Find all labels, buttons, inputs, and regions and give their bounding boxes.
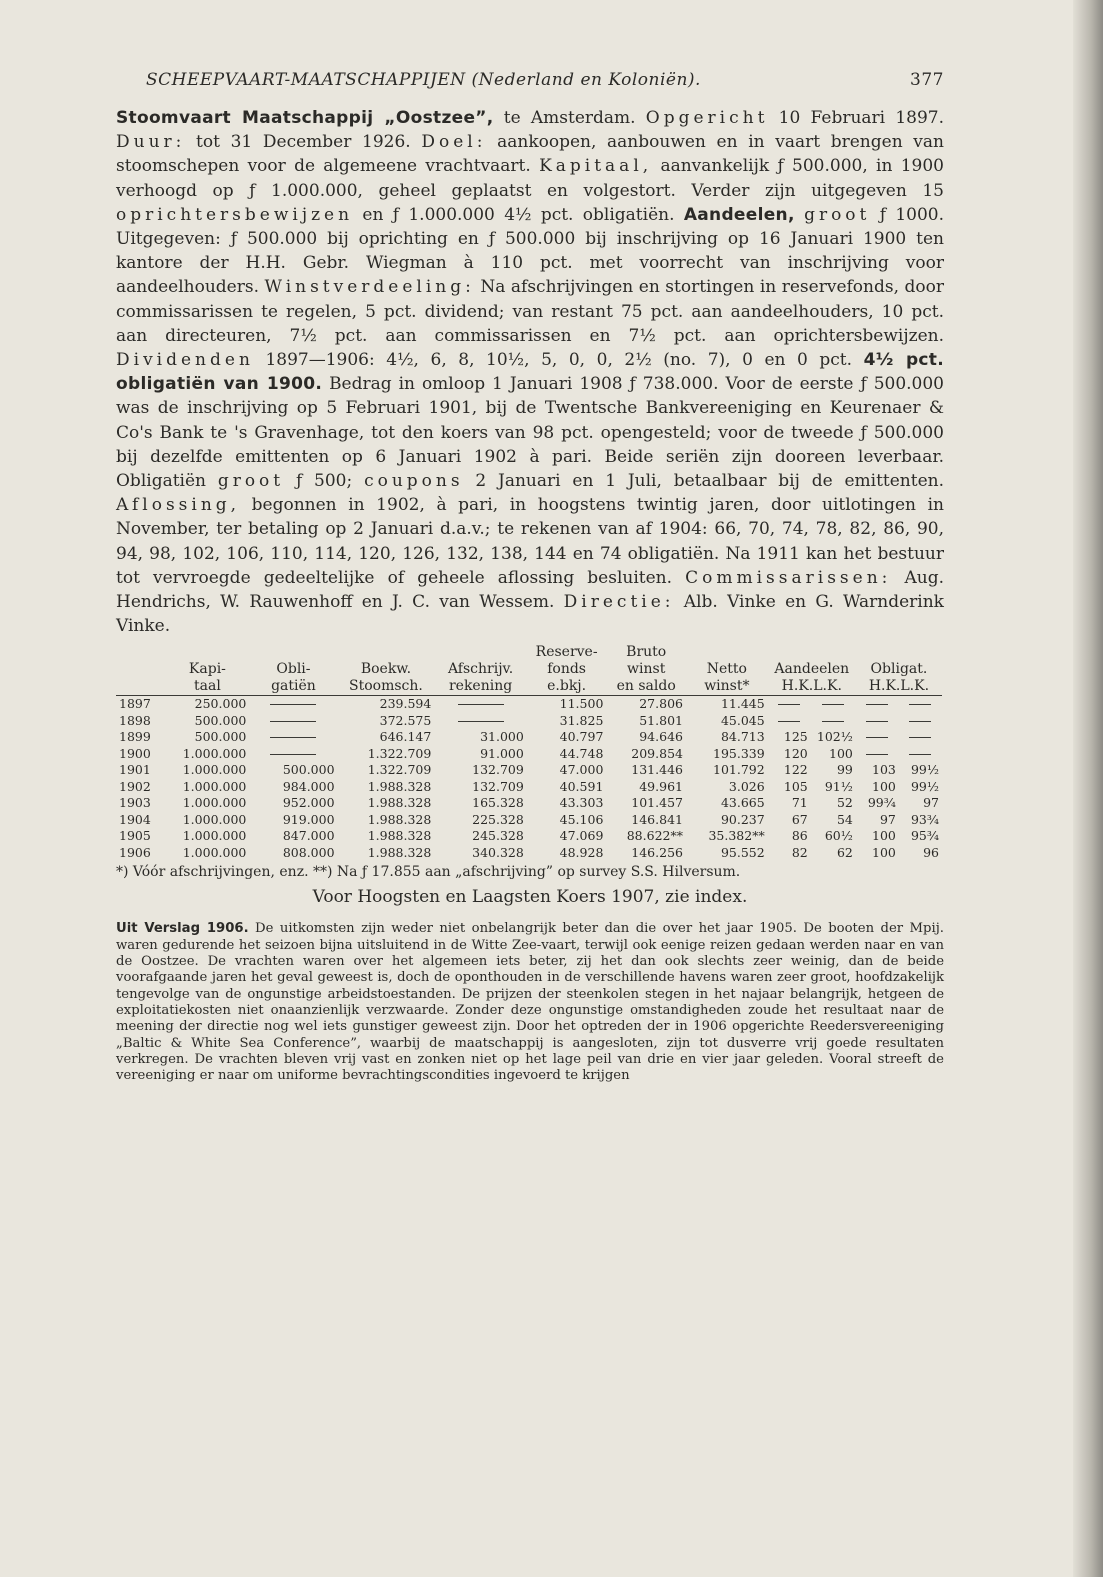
keyword-opgericht: Opgericht <box>645 108 769 128</box>
empty-dash <box>822 721 844 722</box>
table-cell-aand-l: 91½ <box>824 778 853 794</box>
table-cell-obligatien: 984.000 <box>282 778 335 794</box>
table-cell-aand-l: 102½ <box>816 729 853 745</box>
header-bruto-top: Bruto <box>626 644 667 661</box>
table-cell-reserve: 45.106 <box>559 811 604 827</box>
annual-report-excerpt <box>116 921 944 1084</box>
table-cell-obl-l: 96 <box>923 844 939 860</box>
table-cell-netto: 95.552 <box>720 844 765 860</box>
table-cell-afschrijving: 245.328 <box>472 828 524 844</box>
table-cell-year: 1905 <box>119 828 151 844</box>
table-cell-obl-h <box>856 713 899 730</box>
table-row <box>116 696 942 713</box>
table-cell-afschrijving: 31.000 <box>480 729 524 745</box>
table-cell-afschrijving: 225.328 <box>472 811 524 827</box>
table-cell-obligatien: 500.000 <box>282 762 335 778</box>
table-cell-bruto: 131.446 <box>631 762 683 778</box>
financial-table-body <box>116 696 942 862</box>
table-cell-boekwaarde: 372.575 <box>379 712 432 728</box>
keyword-dividenden: Dividenden <box>116 350 254 371</box>
table-cell-aand-h: 71 <box>791 795 808 811</box>
keyword-groot-obligatien: groot <box>217 471 285 492</box>
header-afschrijving: Afschrijv. <box>447 661 514 678</box>
table-cell-reserve: 47.069 <box>559 828 604 844</box>
header-obligat-hkl: H.K.L.K. <box>856 678 942 696</box>
table-cell-netto: 43.665 <box>720 795 765 811</box>
table-cell-boekwaarde: 1.322.709 <box>367 745 432 761</box>
table-cell-kapitaal: 1.000.000 <box>182 828 247 844</box>
table-cell-kapitaal: 500.000 <box>194 729 247 745</box>
table-cell-aand-l: 99 <box>836 762 853 778</box>
table-cell-netto: 3.026 <box>728 778 765 794</box>
table-cell-boekwaarde: 1.988.328 <box>367 828 432 844</box>
table-row <box>116 762 942 779</box>
table-cell-netto: 11.445 <box>720 696 765 712</box>
empty-dash <box>866 754 888 755</box>
table-cell-reserve: 44.748 <box>559 745 604 761</box>
table-row <box>116 795 942 812</box>
table-cell-year: 1902 <box>119 778 151 794</box>
table-cell-bruto: 49.961 <box>639 778 683 794</box>
header-reserve-top: Reserve- <box>535 644 598 661</box>
table-cell-boekwaarde: 1.988.328 <box>367 795 432 811</box>
index-note: Voor Hoogsten en Laagsten Koers 1907, zie index. <box>312 887 748 908</box>
header-winst: winst <box>627 661 666 678</box>
table-cell-aand-l: 54 <box>836 811 853 827</box>
table-cell-afschrijving <box>434 713 526 730</box>
table-cell-aand-l: 100 <box>829 745 853 761</box>
report-text: De uitkomsten zijn weder niet onbelangrijk beter dan die over het jaar 1905. De booten der Mpij. waren gedurende het seizoen bijna uitsluitend in de Witte Zee-vaart, terwijl ook eenige reizen gedaan werden naar en van de Oostzee. De vrachten waren over het algemeen iets beter, zij het dan ook slechts zeer weinig, dan de beide voorafgaande jaren het geval geweest is, doch de oponthouden in de verschillende havens waren zeer groot, hoofdzakelijk tengevolge van de ongunstige arbeidstoestanden. De prijzen der steenkolen stegen in het najaar belangrijk, hetgeen de exploitatiekosten niet onaanzienlijk verzwaarde. Zonder deze ongunstige omstandigheden zoude het resultaat naar de meening der directie nog wel iets gunstiger geweest zijn. Door het optreden der in 1906 opgerichte Reedersvereeniging „Baltic & White Sea Conference”, waarbij de maatschappij is aangesloten, zijn tot dusverre vrij goede resultaten verkregen. De vrachten bleven vrij vast en zonken niet op het lage peil van drie en vier jaar geleden. Vooral streeft de vereeniging er naar om uniforme bevrachtingscondities ingevoerd te krijgen <box>116 921 944 1084</box>
header-boekwaarde: Boekw. <box>360 661 412 678</box>
table-cell-reserve: 43.303 <box>559 795 604 811</box>
empty-dash <box>458 721 504 722</box>
table-cell-obl-l: 93¾ <box>910 811 939 827</box>
table-row <box>116 845 942 862</box>
table-cell-afschrijving: 165.328 <box>472 795 524 811</box>
table-cell-obligatien: 847.000 <box>282 828 335 844</box>
table-cell-boekwaarde: 1.988.328 <box>367 778 432 794</box>
table-cell-kapitaal: 1.000.000 <box>182 762 247 778</box>
table-cell-obl-l <box>899 746 942 763</box>
table-cell-afschrijving <box>434 696 526 713</box>
header-kapitaal: Kapi- <box>188 661 226 678</box>
table-cell-bruto: 94.646 <box>639 729 683 745</box>
table-cell-year: 1900 <box>119 745 151 761</box>
table-cell-netto: 195.339 <box>713 745 765 761</box>
table-cell-aand-h <box>768 696 811 713</box>
table-cell-afschrijving: 132.709 <box>472 762 524 778</box>
empty-dash <box>866 737 888 738</box>
empty-dash <box>866 721 888 722</box>
financial-table <box>116 644 942 861</box>
table-cell-netto: 84.713 <box>720 729 765 745</box>
table-cell-obl-h: 103 <box>872 762 896 778</box>
table-cell-kapitaal: 1.000.000 <box>182 745 247 761</box>
table-cell-obl-h: 100 <box>872 828 896 844</box>
header-boekwaarde-2: Stoomsch. <box>338 678 435 696</box>
table-cell-aand-l <box>811 696 856 713</box>
table-cell-obligatien <box>249 746 337 763</box>
table-row <box>116 729 942 746</box>
table-cell-obligatien: 808.000 <box>282 844 335 860</box>
table-cell-year: 1899 <box>119 729 151 745</box>
table-cell-obl-l <box>899 729 942 746</box>
table-row <box>116 713 942 730</box>
table-row <box>116 828 942 845</box>
header-obligat: Obligat. <box>870 661 928 678</box>
table-cell-aand-h <box>768 713 811 730</box>
table-cell-obl-h: 100 <box>872 778 896 794</box>
table-cell-obl-h: 99¾ <box>867 795 896 811</box>
table-cell-netto: 101.792 <box>713 762 765 778</box>
header-fonds: fonds <box>547 661 586 678</box>
table-cell-reserve: 40.591 <box>559 778 604 794</box>
empty-dash <box>909 721 931 722</box>
empty-dash <box>270 721 316 722</box>
keyword-aandeelen: Aandeelen, <box>683 204 795 225</box>
table-row <box>116 812 942 829</box>
keyword-oprichtersbewijzen: oprichtersbewijzen <box>116 204 354 225</box>
table-cell-aand-h: 122 <box>783 762 808 778</box>
keyword-commissarissen: Commissarissen: <box>685 567 892 588</box>
header-obligatien-2: gatiën <box>249 678 337 696</box>
table-cell-bruto: 51.801 <box>639 712 683 728</box>
table-cell-netto: 90.237 <box>720 811 765 827</box>
table-cell-kapitaal: 1.000.000 <box>182 844 247 860</box>
table-cell-aand-h: 105 <box>783 778 808 794</box>
empty-dash <box>270 704 316 705</box>
table-cell-year: 1897 <box>119 696 151 712</box>
table-cell-year: 1906 <box>119 844 151 860</box>
keyword-aflossing: Aflossing, <box>116 495 241 516</box>
document-page <box>116 70 944 1084</box>
header-kapitaal-2: taal <box>165 678 249 696</box>
table-cell-obl-h: 100 <box>872 844 896 860</box>
table-cell-year: 1903 <box>119 795 151 811</box>
table-cell-year: 1901 <box>119 762 151 778</box>
header-afschrijving-2: rekening <box>434 678 526 696</box>
table-cell-reserve: 11.500 <box>559 696 604 712</box>
empty-dash <box>778 704 800 705</box>
keyword-obligatien: 4½ pct. obligatiën van 1900. <box>116 350 944 395</box>
table-cell-kapitaal: 500.000 <box>194 712 247 728</box>
empty-dash <box>458 704 504 705</box>
table-cell-obl-h <box>856 729 899 746</box>
table-cell-bruto: 146.841 <box>631 811 683 827</box>
table-cell-obl-l: 95¾ <box>910 828 939 844</box>
table-cell-obl-h <box>856 696 899 713</box>
scan-page-edge <box>1073 0 1103 1577</box>
table-cell-obl-l: 97 <box>923 795 939 811</box>
empty-dash <box>270 754 316 755</box>
empty-dash <box>909 754 931 755</box>
table-cell-aand-l: 52 <box>836 795 853 811</box>
company-name: Stoomvaart Maatschappij „Oostzee”, <box>116 108 494 128</box>
header-aandeelen-hkl: H.K.L.K. <box>768 678 856 696</box>
table-cell-afschrijving: 91.000 <box>480 745 524 761</box>
keyword-duur: Duur: <box>116 132 186 153</box>
table-cell-year: 1898 <box>119 712 151 728</box>
table-cell-aand-l: 62 <box>836 844 853 860</box>
table-cell-aand-h: 82 <box>791 844 808 860</box>
header-aandeelen: Aandeelen <box>774 661 850 678</box>
table-cell-netto: 45.045 <box>720 712 765 728</box>
table-cell-obligatien <box>249 713 337 730</box>
empty-dash <box>909 737 931 738</box>
table-cell-kapitaal: 1.000.000 <box>182 811 247 827</box>
running-header-title: SCHEEPVAART-MAATSCHAPPIJEN (Nederland en Koloniën). <box>146 70 701 90</box>
table-cell-aand-l <box>811 713 856 730</box>
keyword-groot: groot <box>804 204 871 225</box>
table-cell-bruto: 101.457 <box>631 795 683 811</box>
table-cell-reserve: 47.000 <box>559 762 604 778</box>
keyword-kapitaal: Kapitaal, <box>539 156 653 177</box>
table-cell-bruto: 146.256 <box>631 844 683 860</box>
table-cell-aand-l: 60½ <box>824 828 853 844</box>
table-cell-boekwaarde: 239.594 <box>379 696 432 712</box>
empty-dash <box>822 704 844 705</box>
table-cell-year: 1904 <box>119 811 151 827</box>
header-winst-2: en saldo <box>606 678 686 696</box>
table-cell-aand-h: 120 <box>783 745 808 761</box>
keyword-coupons: coupons <box>364 471 464 492</box>
table-row <box>116 779 942 796</box>
table-cell-aand-h: 67 <box>791 811 808 827</box>
table-cell-boekwaarde: 1.322.709 <box>367 762 432 778</box>
company-entry: Stoomvaart Maatschappij „Oostzee”, te Amsterdam. Opgericht 10 Februari 1897. Duur: tot 31 December 1926. Doel: aankoopen, aanbouwen en in vaart brengen van stoomschepen voor de algemeene vrachtvaart. Kapitaal, aanvankelijk ƒ 500.000, in 1900 verhoogd op ƒ 1.000.000, geheel geplaatst en volgestort. Verder zijn uitgegeven 15 oprichtersbewijzen en ƒ 1.000.000 4½ pct. obligatiën. Aandeelen, groot ƒ 1000. Uitgegeven: ƒ 500.000 bij oprichting en ƒ 500.000 bij inschrijving op 16 Januari 1900 ten kantore der H.H. Gebr. Wiegman à 110 pct. met voorrecht van inschrijving voor aandeelhouders. Winstverdeeling: Na afschrijvingen en stortingen in reservefonds, door commissarissen te regelen, 5 pct. dividend; van restant 75 pct. aan aandeelhouders, 10 pct. aan directeuren, 7½ pct. aan commissarissen en 7½ pct. aan oprichtersbewijzen. Dividenden 1897—1906: 4½, 6, 8, 10½, 5, 0, 0, 2½ (no. 7), 0 en 0 pct. 4½ pct. obligatiën van 1900. Bedrag in omloop 1 Januari 1908 ƒ 738.000. Voor de eerste ƒ 500.000 was de inschrijving op 5 Februari 1901, bij de Twentsche Bankvereeniging en Keurenaer & Co's Bank te 's Gravenhage, tot den koers van 98 pct. opengesteld; voor de tweede ƒ 500.000 bij dezelfde emittenten op 6 Januari 1902 à pari. Beide seriën zijn dooreen leverbaar. Obligatiën groot ƒ 500; coupons 2 Januari en 1 Juli, betaalbaar bij de emittenten. Aflossing, begonnen in 1902, à pari, in hoogstens twintig jaren, door uitlotingen in November, ter betaling op 2 Januari d.a.v.; te rekenen van af 1904: 66, 70, 74, 78, 82, 86, 90, 94, 98, 102, 106, 110, 114, 120, 126, 132, 138, 144 en 74 obligatiën. Na 1911 kan het bestuur tot vervroegde gedeeltelijke of geheele aflossing besluiten. Commissarissen: Aug. Hendrichs, W. Rauwenhoff en J. C. van Wessem. Directie: Alb. Vinke en G. Warnderink Vinke. <box>116 108 944 637</box>
table-cell-obligatien: 952.000 <box>282 795 335 811</box>
running-header <box>116 70 944 90</box>
table-cell-obl-h: 97 <box>879 811 896 827</box>
table-cell-kapitaal: 1.000.000 <box>182 795 247 811</box>
table-cell-netto: 35.382** <box>708 828 765 844</box>
table-cell-afschrijving: 132.709 <box>472 778 524 794</box>
table-cell-bruto: 27.806 <box>639 696 683 712</box>
table-cell-obligatien <box>249 729 337 746</box>
table-cell-obl-l <box>899 696 942 713</box>
table-cell-obl-l: 99½ <box>910 762 939 778</box>
table-cell-boekwaarde: 646.147 <box>379 729 432 745</box>
keyword-directie: Directie: <box>563 592 675 613</box>
table-footnote: *) Vóór afschrijvingen, enz. **) Na ƒ 17.855 aan „afschrijving” op survey S.S. Hilversum. <box>116 864 741 881</box>
header-netto: Netto <box>706 661 747 678</box>
table-cell-bruto: 209.854 <box>631 745 683 761</box>
header-obligatien: Obli- <box>276 661 311 678</box>
keyword-winstverdeeling: Winstverdeeling: <box>264 277 475 298</box>
header-netto-2: winst* <box>686 678 768 696</box>
empty-dash <box>866 704 888 705</box>
table-cell-aand-h: 125 <box>783 729 808 745</box>
table-cell-obl-h <box>856 746 899 763</box>
table-row <box>116 746 942 763</box>
table-cell-obl-l <box>899 713 942 730</box>
table-cell-kapitaal: 250.000 <box>194 696 247 712</box>
empty-dash <box>909 704 931 705</box>
table-cell-boekwaarde: 1.988.328 <box>367 811 432 827</box>
report-label: Uit Verslag 1906. <box>116 921 249 937</box>
table-cell-obligatien: 919.000 <box>282 811 335 827</box>
table-cell-reserve: 31.825 <box>559 712 604 728</box>
table-cell-bruto: 88.622** <box>626 828 683 844</box>
table-cell-afschrijving: 340.328 <box>472 844 524 860</box>
table-cell-reserve: 40.797 <box>559 729 604 745</box>
empty-dash <box>270 737 316 738</box>
table-cell-obl-l: 99½ <box>910 778 939 794</box>
table-cell-reserve: 48.928 <box>559 844 604 860</box>
page-number: 377 <box>910 70 944 90</box>
table-cell-boekwaarde: 1.988.328 <box>367 844 432 860</box>
keyword-doel: Doel: <box>421 132 487 153</box>
table-cell-aand-h: 86 <box>791 828 808 844</box>
table-cell-kapitaal: 1.000.000 <box>182 778 247 794</box>
table-cell-obligatien <box>249 696 337 713</box>
empty-dash <box>778 721 800 722</box>
header-fonds-2: e.bkj. <box>527 678 607 696</box>
